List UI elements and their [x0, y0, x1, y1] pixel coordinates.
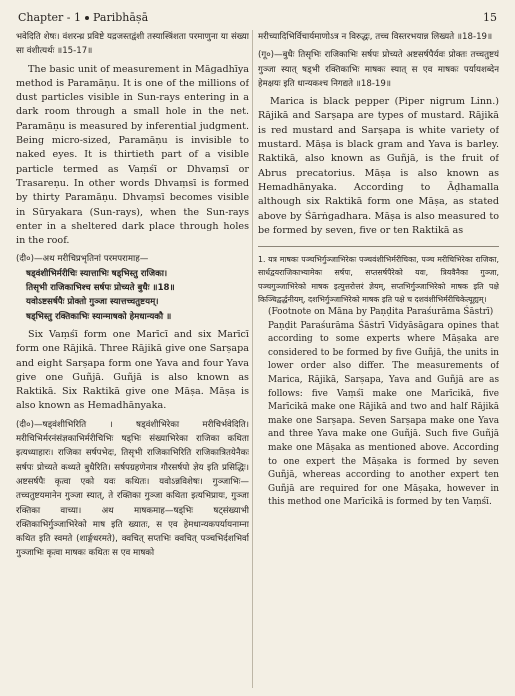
footnote: [258, 253, 499, 510]
column-divider: [252, 30, 253, 688]
chapter-title: Paribhāṣā: [93, 10, 149, 24]
sanskrit-commentary-continued: भवेदिति शेषः। वंशरन्ध्र प्रविष्टे यद्रजस्तद्वंशी तस्यास्त्रिंशता परमाणुना या संख्या सा वंशीत्यर्थः ॥15-17॥: [16, 32, 249, 57]
left-column: [16, 30, 249, 688]
page-header: [18, 8, 497, 26]
footnote-english: Paṇḍit Paraśurāma Śāstrī Vidyāsāgara opines that according to some experts where Māṣaka are considered to be formed by five Guñjā, the units in lower order also differ. The measurements of Marica, Rājikā, Sarṣapa, Yava and Guñjā are as follows: five Vaṃśī make one Marīcikā, five Marīcikā make one Rājikā and two and half Rājikā make one Sarṣapa. Seven Sarṣapa make one Yava and three Yava make one Guñjā. Such five Guñjā make one Māṣaka as mentioned above. According to one expert the Māṣaka is formed by seven Guñjā, whereas according to another expert ten Guñjā are required for one Māṣaka, however in this method one Marīcikā is formed by ten Vaṃśī.: [268, 320, 499, 508]
verse-line-1: षड्वंशीभिर्मरीचिः स्यात्ताभिः षड्भिस्तु राजिका।: [26, 268, 168, 279]
right-column: [258, 30, 499, 688]
footnote-sanskrit: 1. यत्र माषकः पञ्चभिर्गुञ्जाभिरेकः पञ्चवंशीभिर्मरीचिका, पञ्च मरीचिभिरेका राजिका, सार्धद्वयराजिकाभ्यामेकः सर्षपः, सप्तसर्षपैरेको यवः, त्रियवैनैका गुञ्जा, पञ्चगुञ्जाभिरेको माषक इत्युत्तरोत्तरं ज्ञेयम्, सप्तभिर्गुञ्जाभिरेको माषक इति पक्षे किञ्चिद्वर्द्धनीयम्, दशभिर्गुञ्जाभिरेको माषक इति पक्षे च दशवंशीभिर्मरीचिकेत्यूह्यम्।: [258, 255, 499, 304]
running-head: [18, 11, 148, 24]
dipika-commentary-end: मरीच्यादिभिर्विचार्यमाणोऽत्र न विरुद्धः, तच्च विस्तरभयान्न लिख्यते ॥18-19॥: [258, 32, 493, 42]
verse-line-4: षड्भिस्तु रक्तिकाभिः स्यान्माषको हेमधान्यकौ ॥: [26, 311, 172, 322]
bullet-separator: [85, 16, 89, 20]
verse-translation: Six Vaṃśī form one Marīcī and six Marīcī form one Rājikā. Three Rājikā give one Sarṣapa and eight Sarṣapa form one Yava and four Yava give one Guñjā. Guñjā is also known as Raktikā. Six Raktikā give one Māṣa. Māṣa is also known as Hemadhānyaka.: [16, 328, 249, 412]
footnote-rule: [258, 246, 499, 247]
footnote-attribution: (Footnote on Māna by Paṇḍita Paraśurāma Śāstrī): [268, 306, 494, 317]
dipika-intro: (दी०)—अथ मरीचिप्रभृतिनां परमपरामाह—: [16, 254, 149, 265]
verse-line-3: यवोऽष्टसर्षपैः प्रोक्तो गुञ्जा स्यात्तच्चतुष्टयम्।: [26, 297, 159, 308]
chapter-label: Chapter - 1: [18, 10, 81, 24]
verse-line-2: तिसृभी राजिकाभिश्च सर्षपः प्रोच्यते बुधैः ॥18॥: [26, 283, 175, 294]
paramanu-explanation: The basic unit of measurement in Māgadhīya method is Paramāṇu. It is one of the millions of dust particles visible in Sun-rays entering in a dark room through a small hole in the net. Paramāṇu is measured by inferential judgment. Being micro-sized, Paramāṇu is invisible to naked eyes. It is thirtieth part of a visible particle termed as Vaṃśī or Dhvaṃsī or Trasareṇu. In other words Dhvaṃsī is formed by thirty Paramāṇu. Dhvaṃsī becomes visible in Sūryakara (Sun-rays), when the Sun-rays enter in a sheltered dark place through holes in the roof.: [16, 63, 249, 247]
translation-notes: Marica is black pepper (Piper nigrum Linn.) Rājikā and Sarṣapa are types of mustard. Rājikā is red mustard and Sarṣapa is white variety of mustard. Māṣa is black gram and Yava is barley. Raktikā, also known as Guñjā, is the fruit of Abrus precatorius. Māṣa is also known as Hemadhānyaka. According to Āḍhamalla although six Raktikā form one Māṣa, as stated above by Śārṅgadhara. Māṣa is also measured to be formed by seven, five or ten Raktikā as: [258, 96, 499, 236]
gudhartha-commentary: (गू०)—बुधैः तिसृभिः राजिकाभिः सर्षपः प्रोच्यते अष्टसर्षपैर्यवः प्रोक्तः तच्चतुष्टयं गुञ्जा स्यात् षड्भी रक्तिकाभिः माषकः स्यात् स एव माषकः पर्यायशब्देन हेमक्षयः इति धान्यकश्च निगद्यते ॥18-19॥: [258, 50, 499, 89]
page-number: 15: [483, 10, 497, 24]
dipika-commentary: (दी०)—षड्वंशीभिरिति । षड्वंशीभिरेका मरीचिर्भवेदिति। मरीचिभिर्मरनंसंज्ञकाभिर्मरीचिभिः षड्भिः संख्याभिरेका राजिका कथिता इत्यध्याहारः। राजिका सर्षपभेदः, तिसृभी राजिकाभिरिति राजिकात्रितयेनैकः सर्षपः प्रोच्यते कथ्यते बुधैरिति। सर्षपग्रहणेनात्र गौरसर्षपो ज्ञेय इति प्रसिद्धिः। अष्टसर्षपैः कृत्वा एको यवः कथितः। यवोऽन्नविशेषः। गुञ्जाभिः—तच्चतुष्टयमानेन गुञ्जा स्यात्, ते रक्तिका गुञ्जा कथिता इत्यभिप्रायः, गुञ्जा रक्तिका वाच्या। अथ माषकमाह—षड्भिः षट्संख्याभी रक्तिकाभिर्गुञ्जाभिरेको माष इति ख्यातः, स एव हेमधान्यकपर्यायनाम्ना कथित इति स्वमते (शार्ङ्गधरमते), क्वचित् सप्तभिः क्वचित् पञ्चभिर्दशभिर्वा गुञ्जाभिः कृत्वा माषकः कथितः स एव माषको: [16, 419, 249, 559]
